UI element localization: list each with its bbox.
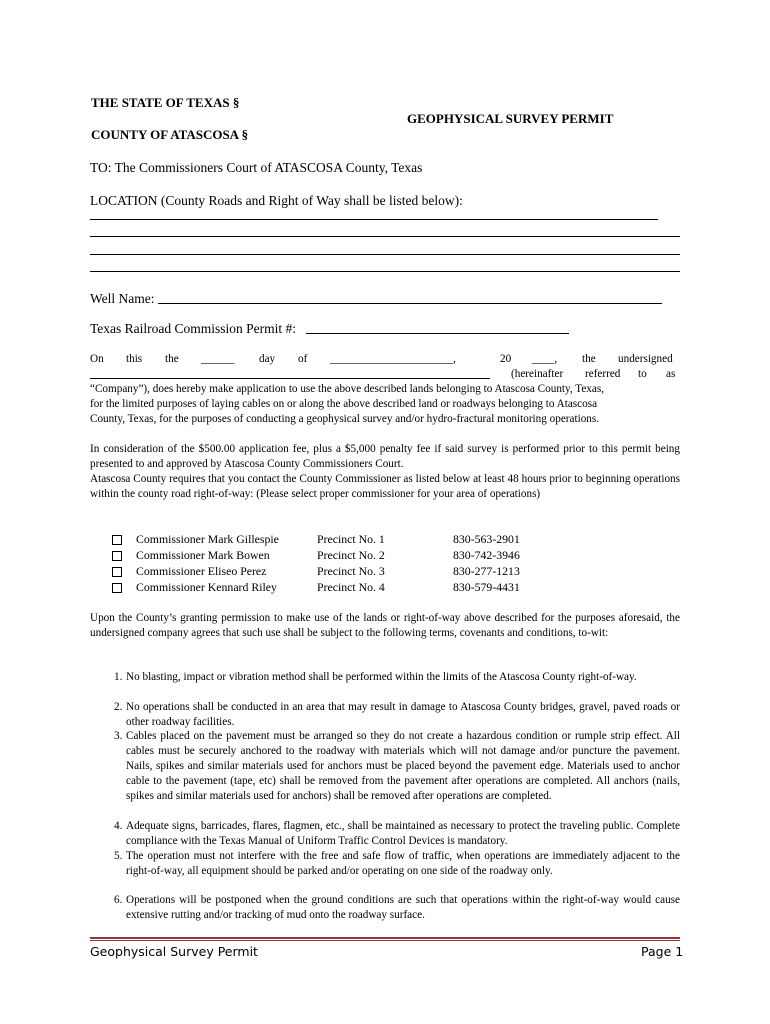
- term-number: 5.: [114, 850, 123, 862]
- term-item: [114, 849, 680, 879]
- phone: 830-563-2901: [453, 532, 520, 546]
- precinct: Precinct No. 3: [317, 564, 385, 578]
- commissioner-name: Commissioner Mark Bowen: [136, 548, 270, 562]
- state-heading: THE STATE OF TEXAS §: [91, 95, 240, 110]
- app-word: the: [582, 353, 596, 365]
- day-field[interactable]: ______: [201, 353, 235, 365]
- term-text: The operation must not interfere with the free and safe flow of traffic, when operations are immediately adjacent to the right-of-way, all equipment should be parked and/or operating on one side of the roadway only.: [126, 850, 680, 877]
- term-item: [114, 700, 680, 730]
- app-text-line: County, Texas, for the purposes of conducting a geophysical survey and/or hydro-fractural monitoring operations.: [90, 413, 600, 425]
- term-text: Adequate signs, barricades, flares, flagmen, etc., shall be maintained as necessary to protect the traveling public. Complete compliance with the Texas Manual of Uniform Traffic Control Devices is mandatory.: [126, 820, 680, 847]
- term-text: No operations shall be conducted in an area that may result in damage to Atascosa County bridges, gravel, paved roads or other roadway facilities.: [126, 701, 680, 728]
- term-item: [114, 729, 680, 804]
- consideration-paragraph: In consideration of the $500.00 application fee, plus a $5,000 penalty fee if said survey is performed prior to this permit being presented to and approved by Atascosa County Commissioners Court.: [90, 443, 680, 471]
- app-word: day: [259, 353, 276, 365]
- location-blank-line[interactable]: [90, 236, 680, 237]
- precinct: Precinct No. 2: [317, 548, 385, 562]
- app-word: as: [666, 368, 676, 380]
- term-item: [114, 893, 680, 923]
- phone: 830-579-4431: [453, 580, 520, 594]
- app-word: of: [298, 353, 308, 365]
- location-blank-line[interactable]: [90, 254, 680, 255]
- county-heading: COUNTY OF ATASCOSA §: [91, 127, 249, 142]
- app-word: the: [165, 353, 179, 365]
- well-name-field[interactable]: [158, 303, 662, 304]
- well-name-label: Well Name:: [90, 291, 155, 306]
- location-blank-line[interactable]: [90, 271, 680, 272]
- checkbox[interactable]: [112, 567, 122, 577]
- contact-paragraph: Atascosa County requires that you contact the County Commissioner as listed below at least 48 hours prior to beginning operations within the county road right-of-way: (Please select proper commissioner for your area of operations): [90, 473, 680, 501]
- addressee-line: TO: The Commissioners Court of ATASCOSA County, Texas: [90, 160, 423, 175]
- rrc-permit-field[interactable]: [306, 333, 569, 334]
- precinct: Precinct No. 4: [317, 580, 385, 594]
- commissioner-name: Commissioner Eliseo Perez: [136, 564, 267, 578]
- phone: 830-742-3946: [453, 548, 520, 562]
- footer-rule: [90, 940, 680, 941]
- term-item: [114, 670, 680, 685]
- app-text-line: for the limited purposes of laying cables on or along the above described land or roadways belonging to Atascosa: [90, 398, 598, 410]
- checkbox[interactable]: [112, 535, 122, 545]
- term-number: 6.: [114, 894, 123, 906]
- term-text: No blasting, impact or vibration method shall be performed within the limits of the Atascosa County right-of-way.: [126, 671, 637, 683]
- term-number: 3.: [114, 730, 123, 742]
- company-name-field[interactable]: [90, 378, 490, 379]
- app-text-line: “Company”), does hereby make application to use the above described lands belonging to Atascosa County, Texas,: [90, 383, 605, 395]
- footer-rule: [90, 937, 680, 939]
- term-number: 4.: [114, 820, 123, 832]
- commissioner-row: [112, 548, 532, 564]
- commissioner-name: Commissioner Kennard Riley: [136, 580, 277, 594]
- precinct: Precinct No. 1: [317, 532, 385, 546]
- checkbox[interactable]: [112, 583, 122, 593]
- app-word: this: [126, 353, 143, 365]
- app-word: undersigned: [618, 353, 673, 365]
- term-number: 1.: [114, 671, 123, 683]
- app-word: to: [638, 368, 647, 380]
- term-text: Operations will be postponed when the ground conditions are such that operations within the right-of-way would cause extensive rutting and/or tracking of mud onto the roadway surface.: [126, 894, 680, 921]
- footer-title: Geophysical Survey Permit: [90, 944, 258, 959]
- commissioner-row: [112, 580, 532, 596]
- app-word: 20: [500, 353, 512, 365]
- document-title: GEOPHYSICAL SURVEY PERMIT: [407, 111, 614, 126]
- commissioner-row: [112, 564, 532, 580]
- checkbox[interactable]: [112, 551, 122, 561]
- app-word: On: [90, 353, 104, 365]
- term-item: [114, 819, 680, 849]
- commissioner-row: [112, 532, 532, 548]
- year-field[interactable]: ____,: [532, 353, 558, 365]
- grant-paragraph: Upon the County’s granting permission to make use of the lands or right-of-way above described for the purposes aforesaid, the undersigned company agrees that such use shall be subject to the following terms, covenants and conditions, to-wit:: [90, 612, 680, 640]
- term-text: Cables placed on the pavement must be arranged so they do not create a hazardous condition or rumple strip effect. All cables must be securely anchored to the roadway with materials which will not damage and/or puncture the pavement. Nails, spikes and similar materials used for anchors must be placed beyond the pavement edge. Materials used to anchor cable to the pavement (tape, etc) shall be removed from the pavement after operations are completed. All anchors (nails, spikes and similar materials used for anchors) shall be removed after operations are completed.: [126, 730, 680, 802]
- rrc-permit-label: Texas Railroad Commission Permit #:: [90, 321, 297, 336]
- app-word: (hereinafter: [511, 368, 564, 380]
- term-number: 2.: [114, 701, 123, 713]
- location-label: LOCATION (County Roads and Right of Way shall be listed below):: [90, 193, 463, 208]
- location-blank-line[interactable]: [90, 219, 658, 220]
- commissioner-name: Commissioner Mark Gillespie: [136, 532, 279, 546]
- page-number: Page 1: [641, 944, 684, 959]
- app-word: referred: [585, 368, 621, 380]
- phone: 830-277-1213: [453, 564, 520, 578]
- month-field[interactable]: ______________________,: [330, 353, 456, 365]
